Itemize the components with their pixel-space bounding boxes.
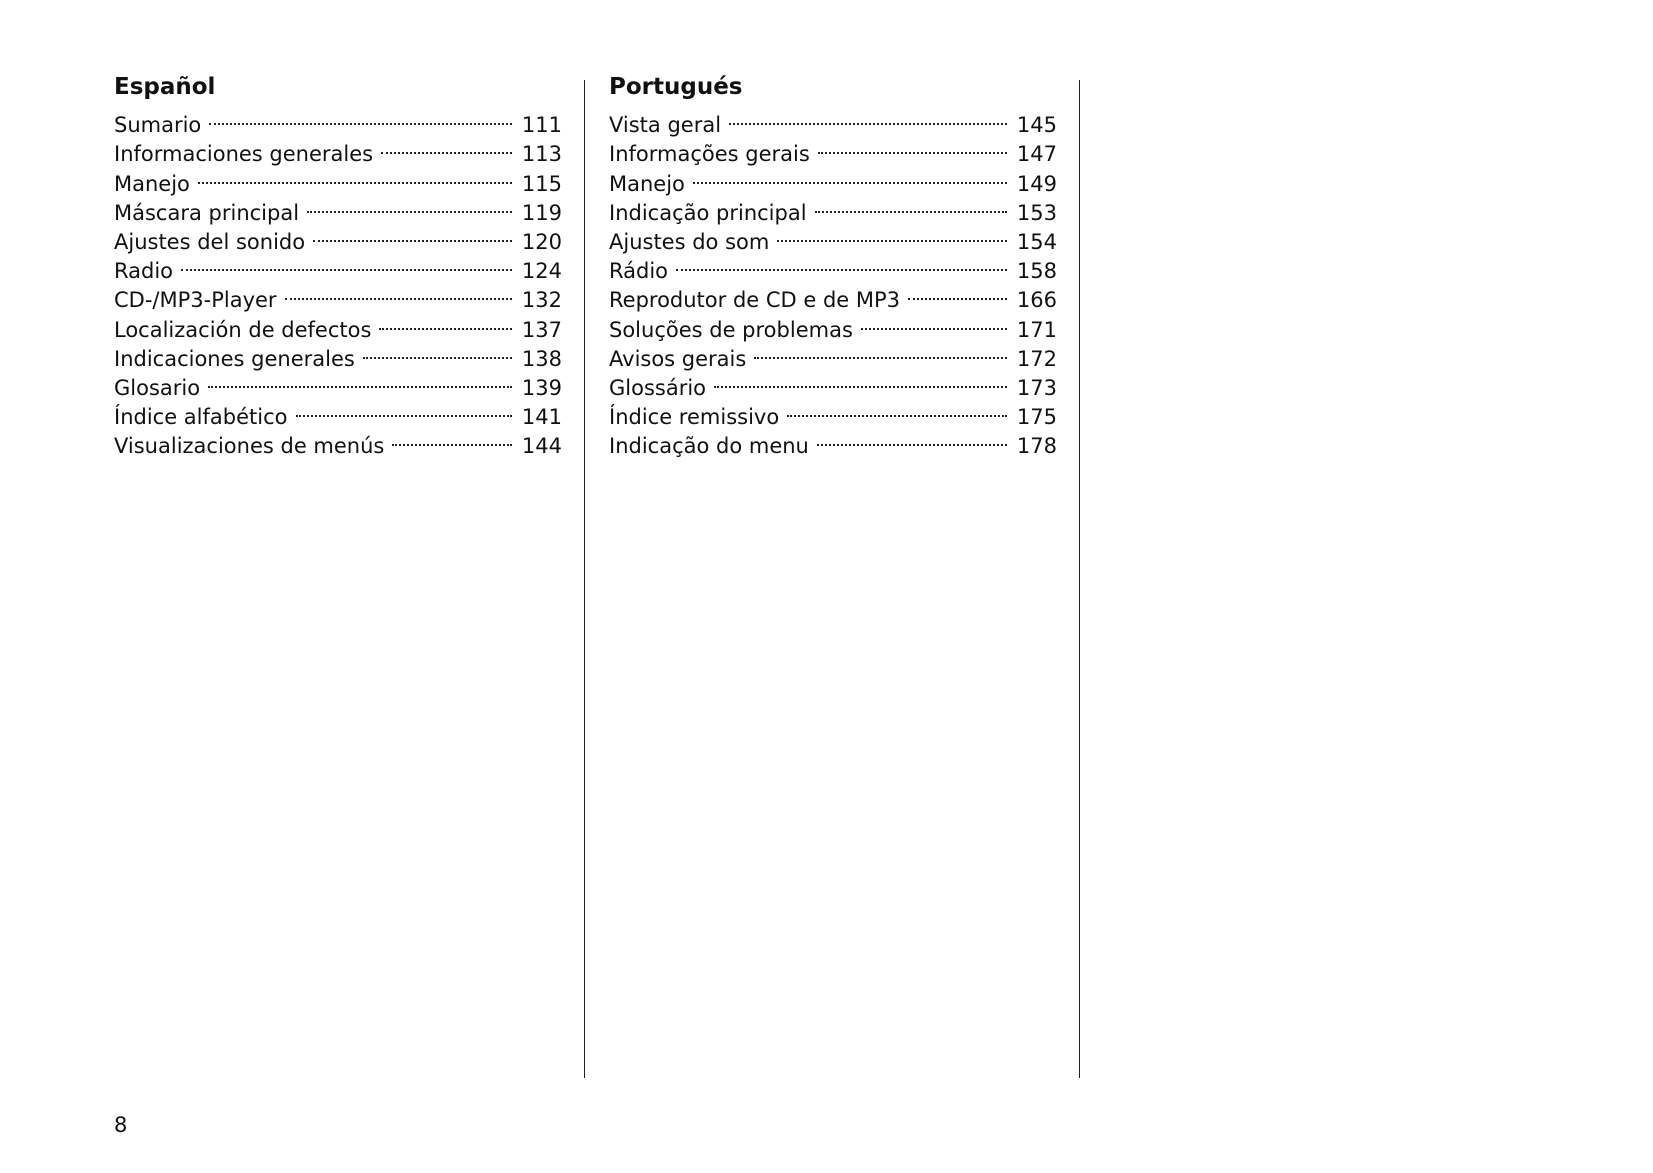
toc-entry-label: Glosario [114,375,201,400]
toc-entry-label: Sumario [114,113,202,138]
dot-leader [817,424,1007,453]
toc-entry-label: Soluções de problemas [609,317,853,342]
column-divider [1079,80,1080,1078]
dot-leader [381,132,512,161]
toc-entry[interactable] [609,249,1057,284]
toc-entry-page: 138 [521,346,562,371]
toc-entry-page: 115 [521,171,562,196]
toc-entry-page: 139 [521,375,562,400]
toc-entry-page: 111 [521,113,562,138]
toc-entry-label: Radio [114,259,174,284]
dot-leader [209,103,512,132]
dot-leader [363,337,512,366]
dot-leader [754,337,1007,366]
toc-entry-label: Informaciones generales [114,142,374,167]
toc-entry-label: Visualizaciones de menús [114,434,385,459]
dot-leader [379,307,511,336]
toc-entry-label: Indicaciones generales [114,346,355,371]
dot-leader [181,249,512,278]
column-divider [584,80,585,1078]
toc-entry-page: 113 [521,142,562,167]
toc-entry-page: 124 [521,259,562,284]
toc-entry-label: CD-/MP3-Player [114,288,277,313]
toc-entry-page: 132 [521,288,562,313]
section-title-espanol: Español [114,74,216,100]
section-title-portugues: Portugués [609,74,743,100]
toc-entry-page: 137 [521,317,562,342]
toc-entry-label: Máscara principal [114,200,300,225]
toc-entry-page: 158 [1016,259,1057,284]
dot-leader [815,191,1007,220]
dot-leader [729,103,1007,132]
toc-entry-label: Vista geral [609,113,722,138]
toc-entry-label: Avisos gerais [609,346,747,371]
dot-leader [787,395,1007,424]
toc-entry-label: Ajustes del sonido [114,229,306,254]
toc-entry-label: Ajustes do som [609,229,770,254]
toc-entry-label: Reprodutor de CD e de MP3 [609,288,901,313]
toc-entry-page: 141 [521,405,562,430]
dot-leader [818,132,1007,161]
toc-entry-label: Localización de defectos [114,317,372,342]
toc-entry[interactable] [609,103,1057,138]
toc-list-espanol [114,103,562,459]
toc-entry-label: Indicação do menu [609,434,809,459]
dot-leader [392,424,512,453]
toc-entry-page: 144 [521,434,562,459]
toc-entry-page: 173 [1016,375,1057,400]
toc-list-portugues [609,103,1057,459]
toc-entry-page: 154 [1016,229,1057,254]
toc-column-portugues [609,73,1057,459]
toc-entry-page: 171 [1016,317,1057,342]
toc-entry-page: 175 [1016,405,1057,430]
toc-entry-label: Manejo [609,171,685,196]
dot-leader [693,161,1007,190]
toc-entry-page: 178 [1016,434,1057,459]
toc-entry-label: Informações gerais [609,142,810,167]
toc-entry-page: 149 [1016,171,1057,196]
toc-entry-page: 172 [1016,346,1057,371]
dot-leader [208,366,512,395]
toc-entry[interactable] [114,278,562,313]
toc-entry-label: Glossário [609,375,707,400]
dot-leader [676,249,1007,278]
toc-entry-label: Índice alfabético [114,405,288,430]
toc-entry-page: 147 [1016,142,1057,167]
dot-leader [714,366,1007,395]
dot-leader [198,161,512,190]
dot-leader [777,220,1007,249]
toc-entry-label: Índice remissivo [609,405,780,430]
toc-column-espanol [114,73,562,459]
toc-entry[interactable] [609,278,1057,313]
toc-entry-label: Manejo [114,171,190,196]
toc-entry-label: Rádio [609,259,669,284]
toc-entry-page: 153 [1016,200,1057,225]
dot-leader [908,278,1007,307]
toc-entry-page: 119 [521,200,562,225]
toc-entry[interactable] [114,103,562,138]
page-number: 8 [114,1113,128,1137]
toc-entry-page: 120 [521,229,562,254]
dot-leader [307,191,512,220]
toc-entry-page: 166 [1016,288,1057,313]
toc-entry-page: 145 [1016,113,1057,138]
dot-leader [296,395,512,424]
toc-entry[interactable] [114,249,562,284]
dot-leader [285,278,512,307]
dot-leader [313,220,512,249]
toc-entry-label: Indicação principal [609,200,807,225]
dot-leader [861,307,1007,336]
